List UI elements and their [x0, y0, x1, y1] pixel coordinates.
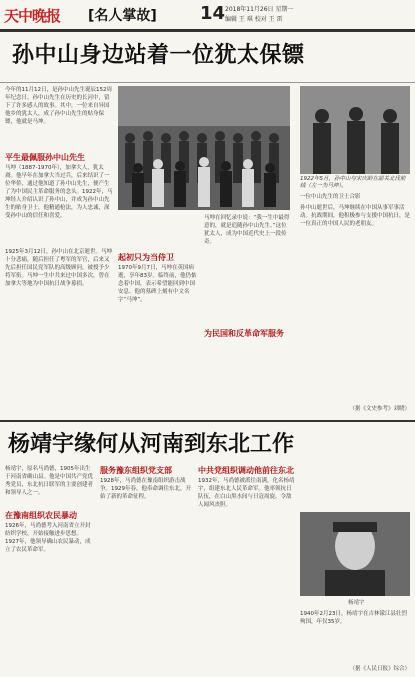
portrait-credit: 一位中山先生的卫士合影	[300, 194, 361, 200]
article1-headline: 孙中山身边站着一位犹太保镖	[12, 42, 305, 68]
article2-col4-body: 1940年2月23日，杨靖宇在吉林濛江县壮烈殉国，年仅35岁。	[300, 611, 407, 625]
article2-author: （据《人民日报》综合）	[349, 666, 410, 672]
headline-rule	[0, 82, 415, 83]
yang-jingyu-portrait-image	[300, 512, 410, 596]
article-divider	[0, 420, 415, 422]
article1-col1-body: 马坤（1887-1970年），加拿大人，犹太裔。他早年在加拿大当过兵，后来结识了一位华侨，通过他知道了孙中山先生，便产生了为中国民主革命服务的念头。1922年，马坤经人介绍认识了孙中山，并成为孙中山先生的贴身卫士。他精通枪法，为人忠诚，深受孙中山的信任和喜爱。	[5, 165, 113, 219]
yang-jingyu-caption: 杨靖宇	[348, 600, 365, 606]
article2-intro: 杨靖宇，原名马尚德，1905年出生于河南省确山县。他是中国共产党优秀党员，东北抗日联军的主要创建者和领导人之一。	[5, 466, 94, 496]
article1-subhead-3: 为民国和反革命军服务	[204, 329, 284, 338]
article1-col6-body: 孙中山逝世后，马坤继续在中国从事军事活动。抗战期间，他积极参与支援中国抗日，是一位真正的中国人民的老朋友。	[300, 205, 410, 227]
portrait-photo	[300, 86, 410, 174]
page-number: 14	[200, 3, 226, 24]
article2-subhead-1: 在豫南组织农民暴动	[5, 511, 77, 520]
issue-date: 2018年11月26日 星期一	[225, 6, 294, 13]
masthead-divider	[0, 29, 415, 32]
portrait-caption: 1922年5月，孙中山与宋庆龄在韶关北伐前线（左一为马坤）。	[300, 176, 406, 189]
article2-headline: 杨靖宇缘何从河南到东北工作	[8, 431, 295, 457]
article1-col4-body: 马坤在回忆录中说：“我一生中最得意的，就是追随孙中山先生。”这位犹太人，成为中国近代史上一段传奇。	[204, 215, 290, 245]
article2-subhead-2: 服务豫东组织党支部	[100, 466, 172, 475]
article1-subhead-2: 起初只为当侍卫	[118, 253, 174, 262]
section-title: [名人掌故]	[88, 8, 157, 24]
article1-col2-body: 1925年3月12日，孙中山在北京逝世。马坤十分悲痛，随后担任了粤军的军官，后来又先后担任国民党军队的高级顾问，被授予少将军衔。马坤一生中共来过中国多次，曾在加拿大等地为中国抗日战争募捐。	[5, 249, 112, 287]
group-photo	[118, 86, 290, 210]
portrait-photo-image	[300, 86, 410, 174]
article1-intro: 今年的11月12日，是孙中山先生诞辰152周年纪念日。孙中山先生在历史的长河中，留下了许多感人的故事。其中，一位来自异国他乡的犹太人，成了孙中山先生的贴身保镖，他就是马坤。	[5, 87, 112, 125]
masthead	[0, 0, 415, 31]
newspaper-logo: 天中晚报	[4, 7, 61, 25]
group-photo-image	[118, 86, 290, 210]
article1-author: （据《文史参考》刘晓）	[349, 406, 410, 412]
article2-col3-body: 1932年，马尚德被派往南满，化名杨靖宇，组建东北人民革命军。他率领抗日队伍，在白山黑水间与日寇周旋，令敌人闻风丧胆。	[198, 478, 295, 508]
article2-col1-body: 1926年，马尚德考入河南省立开封纺织学校，开始接触进步思想。1927年，他领导确山农民暴动，成立了农民革命军。	[5, 523, 91, 553]
article1-subhead-1: 平生最佩服孙中山先生	[5, 153, 85, 162]
article2-subhead-3: 中共党组织调动他前往东北	[198, 466, 294, 475]
editor-credits: 编辑 王 琪 校对 王 雷	[225, 16, 283, 23]
yang-jingyu-portrait	[300, 512, 410, 596]
article2-col2-body: 1928年，马尚德在豫南组织游击战争。1929年春，他奉命调往东北，开始了新的革命征程。	[100, 478, 191, 500]
article1-col3-body: 1970年9月7日，马坤在英国病逝，享年83岁。临终前，他仍惦念着中国，表示希望能回到中国安息。他的墓碑上刻有中文名字“马坤”。	[118, 265, 197, 303]
